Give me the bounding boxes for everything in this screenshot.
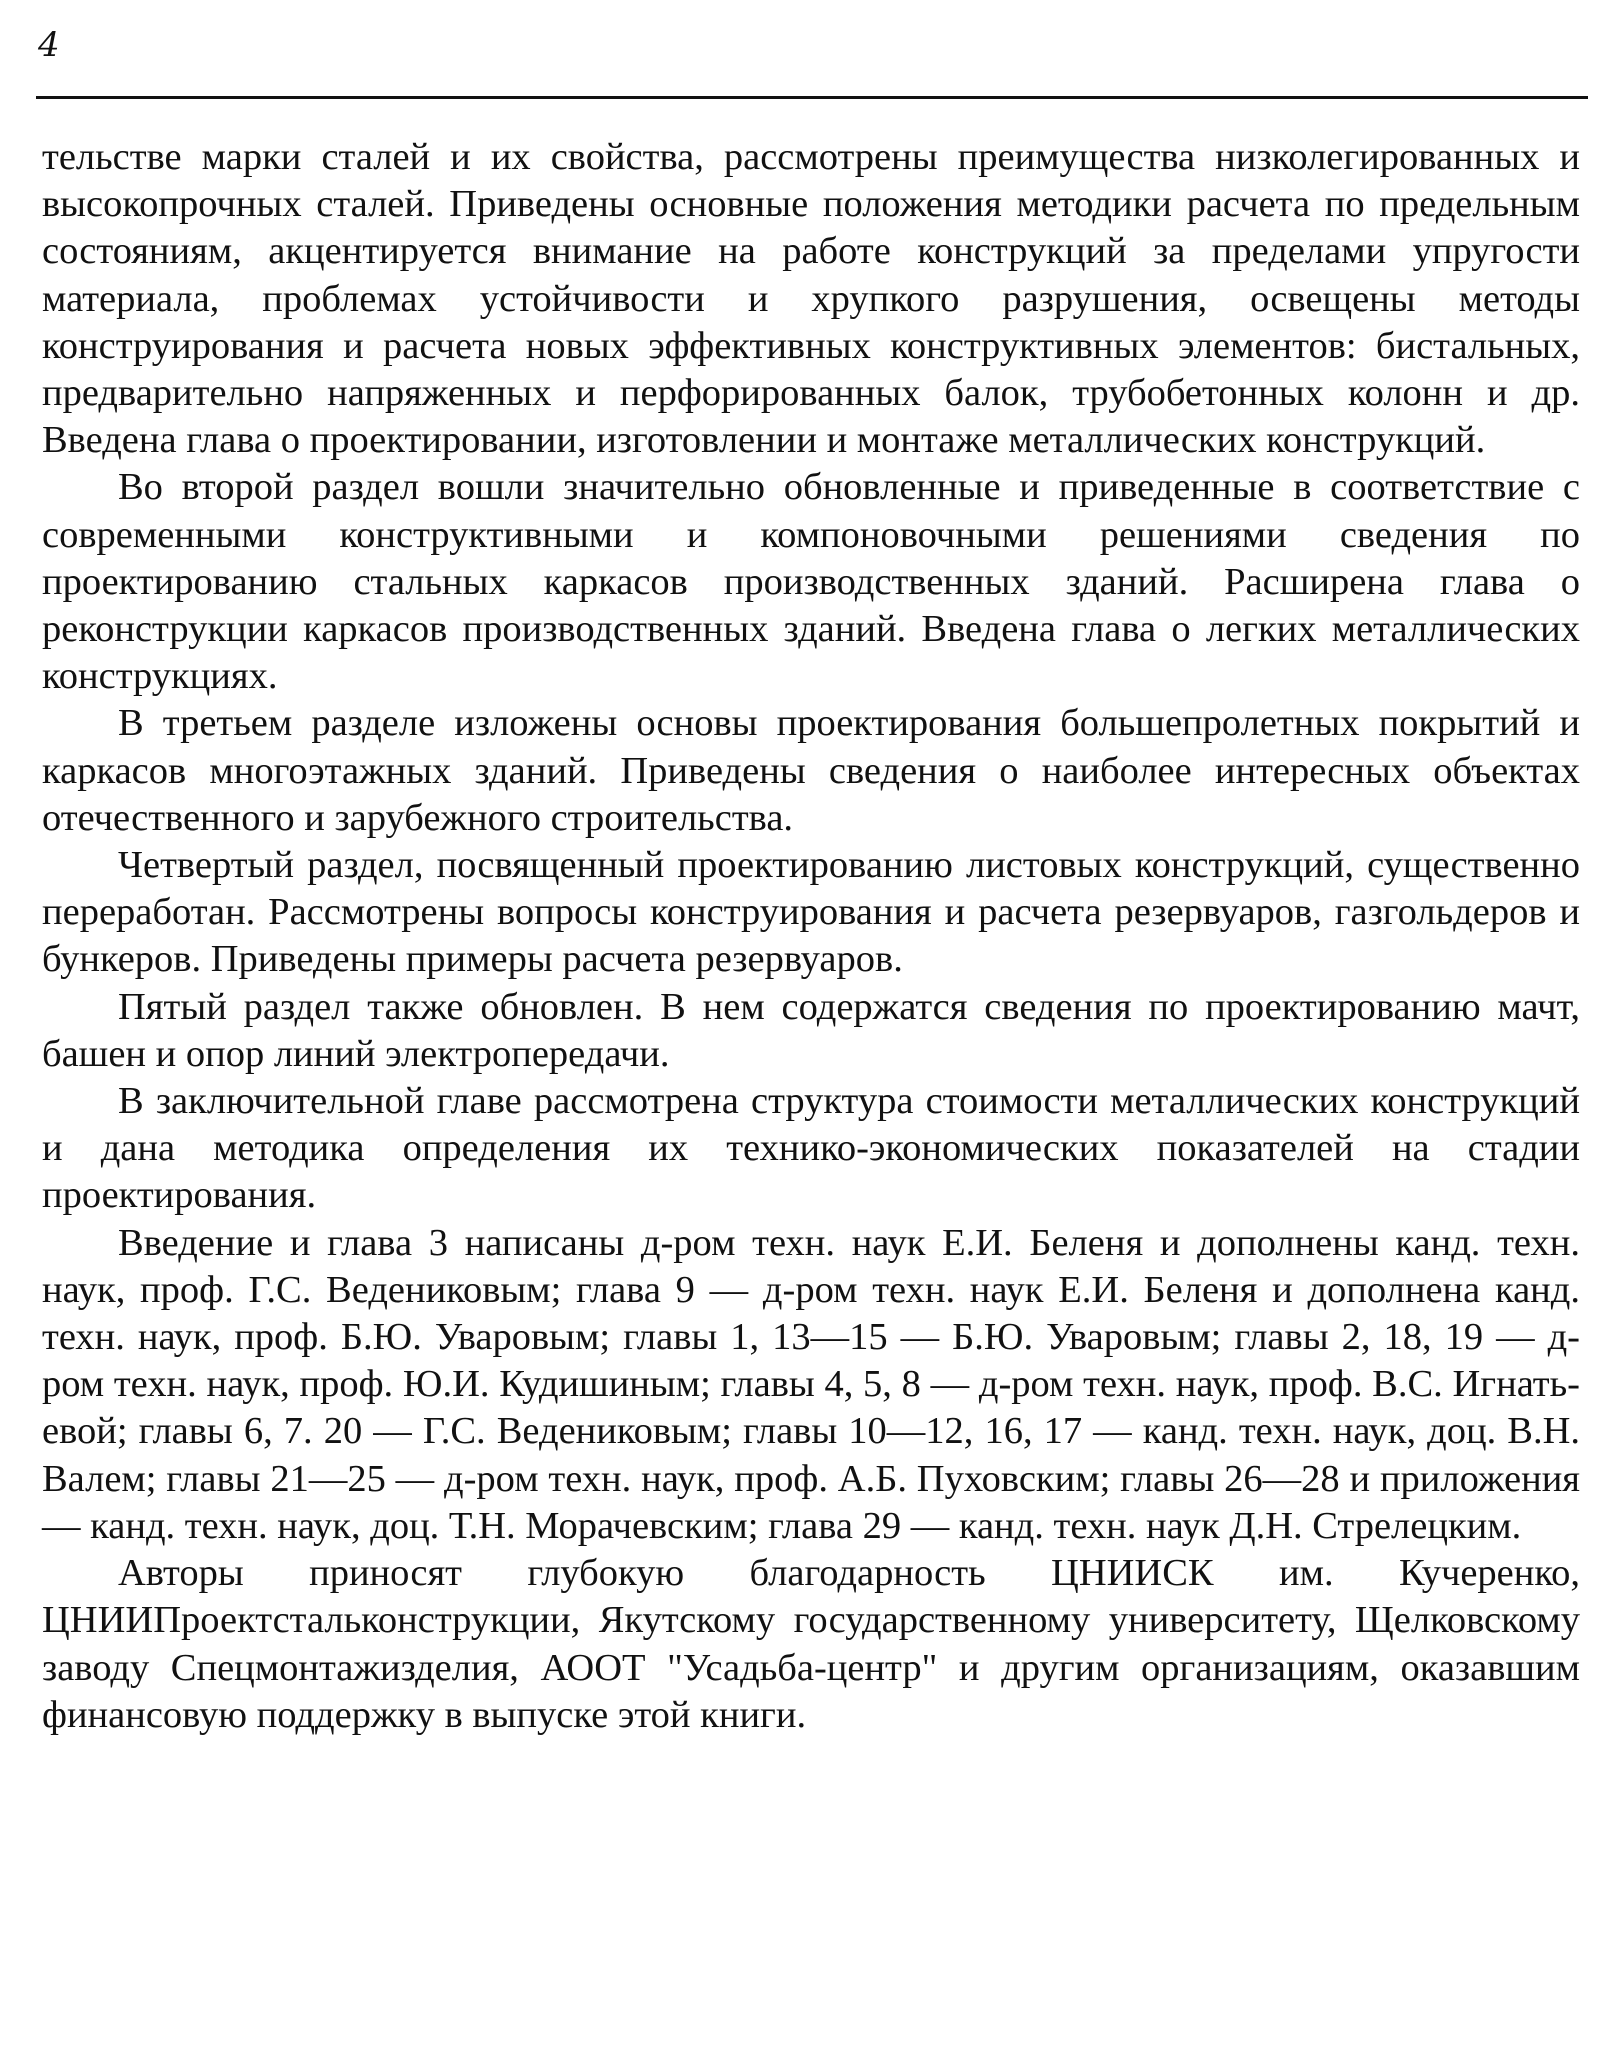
paragraph-section-two: Во второй раздел вошли значительно обновленные и приведенные в соответствие с современными конструктивными и компоновочными решениями сведения по проектированию стальных каркасов производственных зданий. Расширена глава о реконструкции каркасов производственных зданий. Введена глава о легких металлических конструкциях.: [42, 466, 1580, 698]
paragraph-section-three: В третьем разделе изложены основы проектирования большепролетных покрытий и каркасов многоэтажных зданий. Приведены сведения о наиболее интересных объектах отечественного и зарубежного строительства.: [42, 702, 1580, 839]
paragraph-section-four: Четвертый раздел, посвященный проектированию листовых конструкций, существенно переработан. Рассмотрены вопросы конструирования и расчета резервуаров, газгольдеров и бункеров. Приведены примеры расчета резервуаров.: [42, 844, 1580, 981]
paragraph-acknowledgements: Авторы приносят глубокую благодарность ЦНИИСК им. Кучеренко, ЦНИИПроектстальконструкции, Якутскому государственному университету, Щелковскому заводу Спецмонтажизделия, АООТ "Усадьба-центр" и другим организациям, оказавшим финансовую поддержку в выпуске этой книги.: [42, 1552, 1580, 1736]
body-text: [42, 134, 1580, 1739]
page-number: 4: [38, 25, 60, 65]
paragraph-authorship: Введение и глава 3 написаны д-ром техн. наук Е.И. Беленя и дополнены канд. техн. наук, проф. Г.С. Ведениковым; глава 9 — д-ром техн. наук Е.И. Беленя и дополнена канд. техн. наук, проф. Б.Ю. Уваровым; главы 1, 13—15 — Б.Ю. Уваровым; главы 2, 18, 19 — д-ром техн. наук, проф. Ю.И. Кудишиным; главы 4, 5, 8 — д-ром техн. наук, проф. В.С. Игнатьевой; главы 6, 7. 20 — Г.С. Ведениковым; главы 10—12, 16, 17 — канд. техн. наук, доц. В.Н. Валем; главы 21—25 — д-ром техн. наук, проф. А.Б. Пуховским; главы 26—28 и приложения — канд. техн. наук, доц. Т.Н. Морачевским; глава 29 — канд. техн. наук Д.Н. Стрелецким.: [42, 1221, 1580, 1547]
header-rule: [36, 96, 1588, 99]
paragraph-section-five: Пятый раздел также обновлен. В нем содержатся сведения по проектированию мачт, башен и опор линий электропередачи.: [42, 985, 1580, 1075]
paragraph-continuation: тельстве марки сталей и их свойства, рассмотрены преимущества низколегированных и высокопрочных сталей. Приведены основные положения методики расчета по предельным состояниям, акцентируется внимание на работе конструкций за пределами упругости материала, проблемах устойчивости и хрупкого разрушения, освещены методы конструирования и расчета новых эффективных конструктивных элементов: бистальных, предварительно напряженных и перфорированных балок, трубобетонных колонн и др. Введена глава о проектировании, изготовлении и монтаже металлических конструкций.: [42, 136, 1580, 462]
paragraph-final-chapter: В заключительной главе рассмотрена структура стоимости металлических конструкций и дана методика определения их технико-экономических показателей на стадии проектирования.: [42, 1080, 1580, 1217]
